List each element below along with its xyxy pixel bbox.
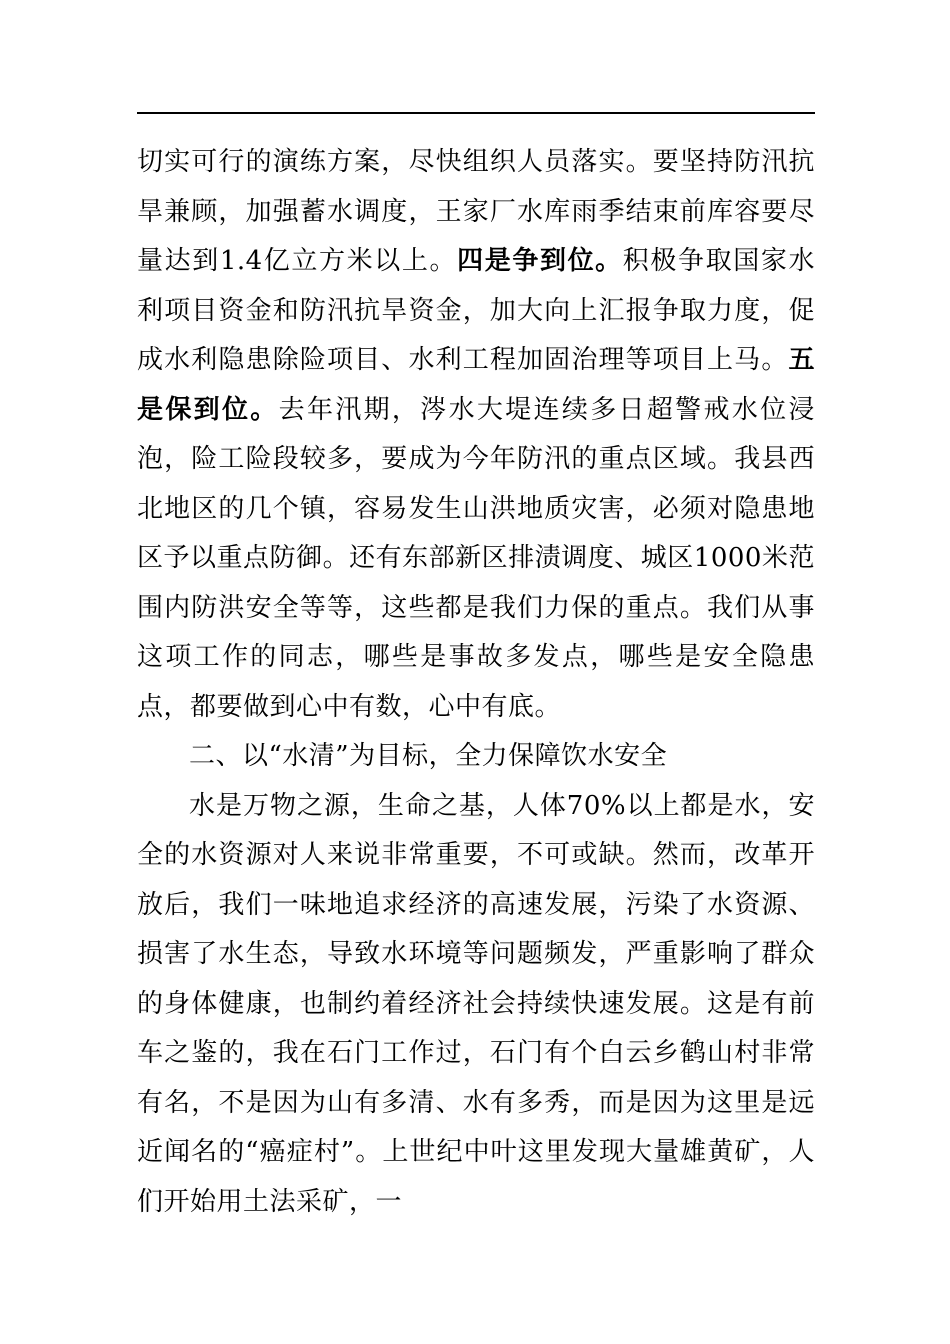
- bold-heading-five: 五是保到位。: [137, 345, 815, 425]
- paragraph-flood-measures: [137, 138, 815, 732]
- header-rule: [137, 112, 815, 114]
- document-body: [137, 138, 815, 1227]
- bold-heading-four: 四是争到位。: [457, 246, 623, 276]
- paragraph-text: 积极争取国家水利项目资金和防汛抗旱资金，加大向上汇报争取力度，促成水利隐患除险项目、水利工程加固治理等项目上马。: [137, 246, 815, 375]
- paragraph-text: 切实可行的演练方案，尽快组织人员落实。要坚持防汛抗旱兼顾，加强蓄水调度，王家厂水库雨季结束前库容要尽量达到1.4亿立方米以上。: [137, 147, 815, 276]
- section-heading: 二、以“水清”为目标，全力保障饮水安全: [189, 741, 668, 771]
- paragraph-text: 去年汛期，涔水大堤连续多日超警戒水位浸泡，险工险段较多，要成为今年防汛的重点区域。我县西北地区的几个镇，容易发生山洪地质灾害，必须对隐患地区予以重点防御。还有东部新区排渍调度、城区1000米范围内防洪安全等等，这些都是我们力保的重点。我们从事这项工作的同志，哪些是事故多发点，哪些是安全隐患点，都要做到心中有数，心中有底。: [137, 394, 815, 722]
- paragraph-water-safety: 水是万物之源，生命之基，人体70%以上都是水，安全的水资源对人来说非常重要，不可或缺。然而，改革开放后，我们一味地追求经济的高速发展，污染了水资源、损害了水生态，导致水环境等问题频发，严重影响了群众的身体健康，也制约着经济社会持续快速发展。这是有前车之鉴的，我在石门工作过，石门有个白云乡鹤山村非常有名，不是因为山有多清、水有多秀，而是因为这里是远近闻名的“癌症村”。上世纪中叶这里发现大量雄黄矿，人们开始用土法采矿，一: [137, 790, 815, 1217]
